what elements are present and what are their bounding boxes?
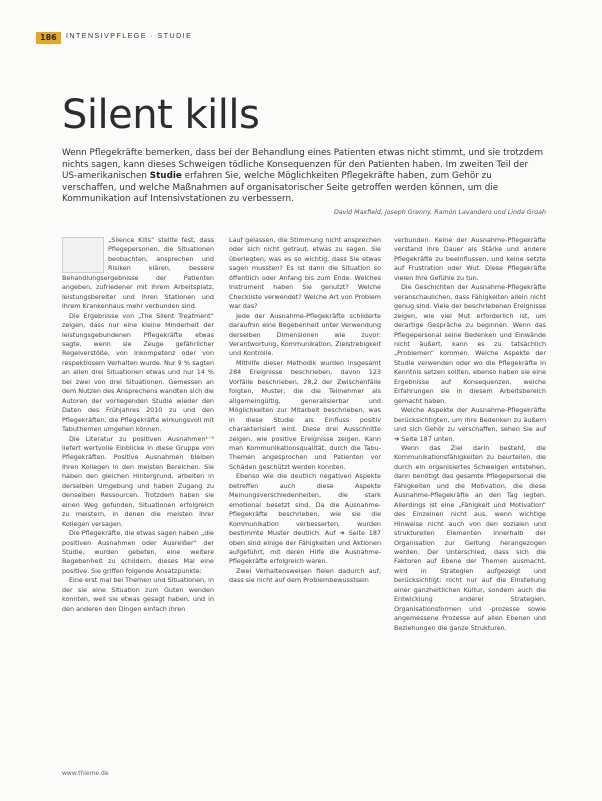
text-column-2: [229, 236, 381, 586]
col2-paragraph: Jede der Ausnahme-Pflegekräfte schilderte daraufhin eine Begebenheit unter Verwendung derselben Dimensionen wie zuvor: Verantwortung, Kommunikation, Zielstrebigkeit und Kontrolle.: [229, 311, 381, 358]
footer-url: www.thieme.de: [62, 770, 109, 777]
text-column-1: [62, 236, 214, 614]
col1-paragraph: Eine erst mal bei Themen und Situationen, in der sie eine Situation zum Guten wenden konnten, weil sie etwas gesagt haben, und in den anderen den Dingen einfach ihren: [62, 576, 214, 613]
col3-paragraph: Welche Aspekte der Ausnahme-Pflegekräfte berücksichtigten, um ihre Bedenken zu äußern und sich Gehör zu verschaffen, sehen Sie auf ➜ Seite 187 unten.: [394, 406, 546, 443]
col3-paragraph: Wenn das Ziel darin besteht, die Kommunikationsfähigkeiten zu beurteilen, die durch ein organisiertes Schweigen entstehen, dann benötigt das gesamte Pflegepersonal die Fähigkeiten und die Motivation, die diese Ausnahme-Pflegekräfte an den Tag legten. Allerdings ist eine „Fähigkeit und Motivation“ des Einzelnen nicht aus, wenn wichtige Hinweise nicht auch von den sozialen und strukturellen Elementen innerhalb der Organisation zur Geltung herangezogen werden. Der Unterschied, dass sich die Faktoren auf Ebene der Themen ausmacht, wird in Strategien aufgezeigt und berücksichtigt: nicht nur auf die Einstellung einer ganzheitlichen Kultur, sondern auch die Entwicklung anderer Strategien, Organisationsformen und -prozesse sowie angemessene Prozesse auf allen Ebenen und Beziehungen die ganze Strukturen.: [394, 443, 546, 632]
col1-paragraph: Die Literatur zu positiven Ausnahmen¹⁻³ liefert wertvolle Einblicke in diese Gruppe von Pflegekräften. Positive Ausnahmen bleiben Ihren Kollegen in den meisten Bereichen. Sie haben den gleichen Hintergrund, arbeiten in derselben Umgebung und haben Zugang zu denselben Ressourcen. Trotzdem haben sie einen Weg gefunden, Situationen erfolgreich zu meistern, in denen die meisten ihrer Kollegen versagen.: [62, 434, 214, 528]
col3-paragraph: verbunden. Keine der Ausnahme-Pflegekräfte verstand ihre Dauer als Stärke und andere Pflegekräfte zu beeinflussen, und keine setzte auf Frustration oder Wut. Diese Pflegekräfte vielen Ihre Gefühle zu tun.: [394, 236, 546, 282]
lead-text-start: Wenn Pflegekräfte bemerken, dass bei der Behandlung eines Patienten etwas nicht stimmt, und sie trotzdem nichts sagen, kann dieses Schweigen tödliche Konsequenzen für den Patienten haben. Im zweiten Teil der US-amerikanischen: [62, 148, 544, 182]
lead-bold-word: Studie: [149, 171, 182, 182]
col1-paragraph: „Silence Kills“ stellte fest, dass Pflegepersonen, die Situationen beobachten, ansprechen und Risiken klären, bessere Behandlungsergebnisse der Patienten angeben, zufriedener mit ihrem Arbeitsplatz, leistungsbereiter und ihren Stationen und ihrem Krankenhaus mehr verbunden sind.: [62, 236, 214, 311]
section-label: INTENSIVPFLEGE · STUDIE: [66, 33, 193, 40]
article-lead: [62, 148, 546, 206]
article-title: Silent kills: [62, 92, 260, 138]
col2-paragraph: Zwei Verhaltensweisen fielen dadurch auf, dass sie nicht auf dem Problembewusstsein: [229, 566, 381, 585]
col2-paragraph: Ebenso wie die deutlich negativen Aspekte betreffen auch diese Aspekte Meinungsverschiedenheiten, die stark emotional besetzt sind. Da die Ausnahme-Pflegekräfte beschrieben, wie sie die Kommunikation verbesserten, wurden bestimmte Muster deutlich. Auf ➜ Seite 187 oben sind einige der Fähigkeiten und Aktionen aufgeführt, mit deren Hilfe die Ausnahme-Pflegekräfte erfolgreich waren.: [229, 472, 381, 566]
byline: David Maxfield, Joseph Grenny, Ramón Lavandero und Linda Groah: [333, 209, 546, 216]
col3-paragraph: Die Geschichten der Ausnahme-Pflegekräfte veranschaulichen, dass Fähigkeiten allein nicht genug sind. Viele der beschriebenen Ereignisse zeigen, wie viel Mut erforderlich ist, um derartige Gespräche zu beginnen. Wenn das Pflegepersonal seine Bedenken und Einwände nicht äußert, kann es zu tatsächlich „Problemen“ kommen. Welche Aspekte der Studie verwenden oder wo die Pflegekräfte in Kenntnis setzen sollten, ebenso haben sie eine Ergebnisse auf Konsequenzen, welche Erfahrungen sie in diesem Arbeitsbereich gemacht haben.: [394, 283, 546, 405]
col1-paragraph: Die Pflegekräfte, die etwas sagen haben „die positiven Ausnahmen oder Ausreißer“ der Studie, wurden gebeten, eine weitere Begebenheit zu schildern, dieses Mal eine positive. Sie griffen folgende Ansatzpunkte:: [62, 529, 214, 575]
page-number: 186: [36, 32, 61, 44]
lead-text-end: erfahren Sie, welche Möglichkeiten Pflegekräfte haben, zum Gehör zu verschaffen, und welche Maßnahmen auf organisatorischer Seite getroffen werden können, um die Kommunikation auf Intensivstationen zu verbessern.: [62, 171, 499, 205]
dropcap-box: [62, 237, 104, 273]
text-column-3: [394, 236, 546, 633]
col1-paragraph: Die Ergebnisse von „The Silent Treatment“ zeigen, dass nur eine kleine Minderheit der leistungsgebundenen Pflegekräfte etwas sagte, wenn sie Zeuge gefährlicher Regelverstöße, von Inkompetenz oder von respektlosem Verhalten wurde. Nur 9 % sagten an allen drei Situationen etwas und nur 14 % bei zwei von drei Situationen. Gemessen an dem Nutzen des Ansprechens wandten sich die Autoren der vorliegenden Studie wieder den Daten des Frühjahres 2010 zu und den Pflegekräften, die Pflegekräfte wirkungsvoll mit Tabuthemen umgehen können.: [62, 311, 214, 434]
col2-paragraph: Lauf gelassen, die Stimmung nicht ansprechen oder sich nicht getraut, etwas zu sagen. Sie überlegten, was es so wichtig, dass Sie etwas sagen mussten? Es ist dann die Situation so öffentlich oder Anfang bis zum Ende. Welches Instrument haben Sie genutzt? Welche Checkliste verwendet? Welche Art von Problem war das?: [229, 236, 381, 311]
col2-paragraph: Mithilfe dieser Methodik wurden insgesamt 284 Ereignisse beschrieben, davon 123 Vorfälle beschrieben, 28,2 der Zwischenfälle folgten, Muster, die die Teilnehmer als allgemeingültig, generalisierbar und Möglichkeiten zur Mitarbeit beschrieben, was in diese Studie als Einfluss positiv charakterisiert wird. Diese drei Ausschnitte zeigen, wie positive Ereignisse zeigen. Kann man Kommunikationsqualität, durch die Tabu-Themen angesprochen und Patienten vor Schäden geschützt werden konnten.: [229, 358, 381, 471]
